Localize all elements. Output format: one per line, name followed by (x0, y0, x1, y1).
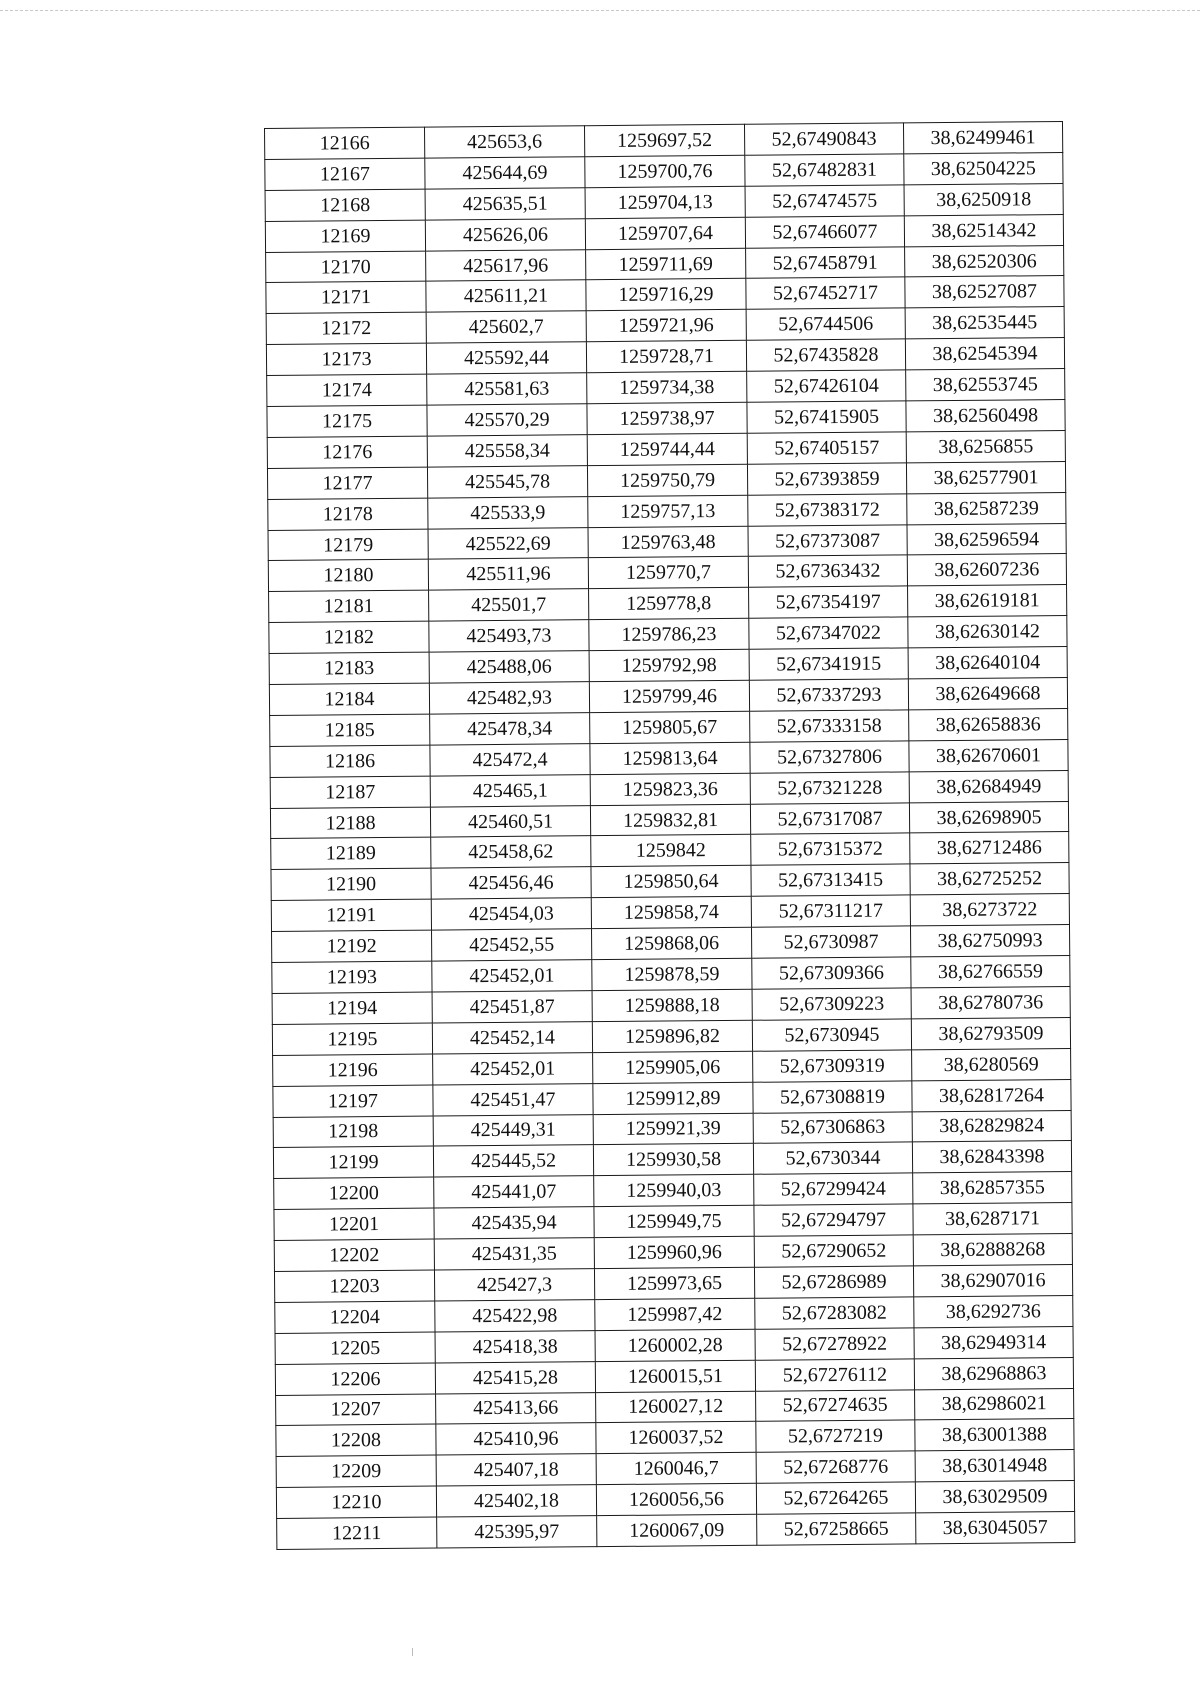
latitude-cell: 52,67313415 (751, 864, 910, 896)
x-coordinate-cell: 425431,35 (434, 1238, 594, 1270)
point-number-cell: 12195 (272, 1023, 432, 1055)
latitude-cell: 52,67274635 (756, 1389, 915, 1421)
scan-mark (412, 1648, 413, 1656)
longitude-cell: 38,62684949 (909, 770, 1068, 802)
y-coordinate-cell: 1259921,39 (593, 1113, 753, 1145)
longitude-cell: 38,63029509 (915, 1481, 1074, 1513)
y-coordinate-cell: 1259792,98 (589, 649, 749, 681)
x-coordinate-cell: 425418,38 (435, 1330, 595, 1362)
x-coordinate-cell: 425422,98 (435, 1300, 595, 1332)
latitude-cell: 52,67308819 (753, 1080, 912, 1112)
x-coordinate-cell: 425465,1 (430, 774, 590, 806)
longitude-cell: 38,62514342 (904, 214, 1063, 246)
latitude-cell: 52,67276112 (755, 1358, 914, 1390)
y-coordinate-cell: 1259960,96 (594, 1236, 754, 1268)
y-coordinate-cell: 1259940,03 (594, 1175, 754, 1207)
y-coordinate-cell: 1259832,81 (590, 804, 750, 836)
y-coordinate-cell: 1260056,56 (596, 1483, 756, 1515)
latitude-cell: 52,67482831 (745, 154, 904, 186)
longitude-cell: 38,62750993 (910, 925, 1069, 957)
latitude-cell: 52,67290652 (754, 1235, 913, 1267)
y-coordinate-cell: 1259697,52 (584, 124, 744, 156)
y-coordinate-cell: 1259799,46 (589, 680, 749, 712)
y-coordinate-cell: 1260067,09 (597, 1514, 757, 1546)
longitude-cell: 38,62527087 (905, 276, 1064, 308)
point-number-cell: 12200 (274, 1177, 434, 1209)
longitude-cell: 38,63001388 (915, 1419, 1074, 1451)
x-coordinate-cell: 425454,03 (431, 898, 591, 930)
y-coordinate-cell: 1259704,13 (585, 186, 745, 218)
point-number-cell: 12175 (267, 405, 427, 437)
point-number-cell: 12189 (271, 838, 431, 870)
longitude-cell: 38,62780736 (911, 986, 1070, 1018)
point-number-cell: 12170 (266, 251, 426, 283)
longitude-cell: 38,62949314 (914, 1326, 1073, 1358)
longitude-cell: 38,6256855 (906, 430, 1065, 462)
table-row (277, 1512, 1075, 1550)
point-number-cell: 12204 (275, 1301, 435, 1333)
y-coordinate-cell: 1259721,96 (586, 310, 746, 342)
point-number-cell: 12192 (272, 930, 432, 962)
point-number-cell: 12182 (269, 621, 429, 653)
x-coordinate-cell: 425452,55 (432, 929, 592, 961)
longitude-cell: 38,62986021 (915, 1388, 1074, 1420)
point-number-cell: 12172 (266, 312, 426, 344)
longitude-cell: 38,62829824 (912, 1110, 1071, 1142)
y-coordinate-cell: 1259738,97 (587, 402, 747, 434)
latitude-cell: 52,67309366 (752, 957, 911, 989)
latitude-cell: 52,67363432 (748, 555, 907, 587)
y-coordinate-cell: 1259716,29 (586, 279, 746, 311)
longitude-cell: 38,62630142 (908, 616, 1067, 648)
y-coordinate-cell: 1259850,64 (591, 866, 751, 898)
longitude-cell: 38,62504225 (904, 152, 1063, 184)
y-coordinate-cell: 1259770,7 (588, 557, 748, 589)
x-coordinate-cell: 425602,7 (426, 311, 586, 343)
longitude-cell: 38,62888268 (913, 1234, 1072, 1266)
y-coordinate-cell: 1260046,7 (596, 1453, 756, 1485)
longitude-cell: 38,62596594 (907, 523, 1066, 555)
x-coordinate-cell: 425395,97 (437, 1516, 597, 1548)
x-coordinate-cell: 425451,47 (433, 1083, 593, 1115)
point-number-cell: 12190 (271, 868, 431, 900)
y-coordinate-cell: 1259763,48 (588, 526, 748, 558)
point-number-cell: 12187 (270, 776, 430, 808)
latitude-cell: 52,67452717 (746, 277, 905, 309)
y-coordinate-cell: 1259987,42 (595, 1298, 755, 1330)
x-coordinate-cell: 425407,18 (436, 1454, 596, 1486)
longitude-cell: 38,6250918 (904, 183, 1063, 215)
point-number-cell: 12180 (268, 560, 428, 592)
x-coordinate-cell: 425451,87 (432, 991, 592, 1023)
x-coordinate-cell: 425402,18 (436, 1485, 596, 1517)
y-coordinate-cell: 1260027,12 (596, 1391, 756, 1423)
longitude-cell: 38,62907016 (913, 1264, 1072, 1296)
y-coordinate-cell: 1259711,69 (586, 248, 746, 280)
x-coordinate-cell: 425570,29 (427, 404, 587, 436)
y-coordinate-cell: 1260002,28 (595, 1329, 755, 1361)
longitude-cell: 38,62670601 (909, 739, 1068, 771)
y-coordinate-cell: 1259878,59 (592, 958, 752, 990)
latitude-cell: 52,67405157 (747, 432, 906, 464)
point-number-cell: 12193 (272, 961, 432, 993)
y-coordinate-cell: 1259930,58 (593, 1144, 753, 1176)
latitude-cell: 52,67474575 (745, 185, 904, 217)
latitude-cell: 52,67466077 (745, 216, 904, 248)
longitude-cell: 38,62535445 (905, 307, 1064, 339)
longitude-cell: 38,62499461 (903, 122, 1062, 154)
longitude-cell: 38,62520306 (905, 245, 1064, 277)
x-coordinate-cell: 425456,46 (431, 867, 591, 899)
x-coordinate-cell: 425449,31 (433, 1114, 593, 1146)
x-coordinate-cell: 425458,62 (431, 836, 591, 868)
y-coordinate-cell: 1259949,75 (594, 1205, 754, 1237)
y-coordinate-cell: 1259912,89 (593, 1082, 753, 1114)
y-coordinate-cell: 1259778,8 (589, 588, 749, 620)
point-number-cell: 12199 (273, 1146, 433, 1178)
point-number-cell: 12209 (276, 1455, 436, 1487)
latitude-cell: 52,67306863 (753, 1111, 912, 1143)
y-coordinate-cell: 1259973,65 (594, 1267, 754, 1299)
point-number-cell: 12203 (274, 1270, 434, 1302)
longitude-cell: 38,62607236 (907, 554, 1066, 586)
x-coordinate-cell: 425435,94 (434, 1207, 594, 1239)
x-coordinate-cell: 425410,96 (436, 1423, 596, 1455)
x-coordinate-cell: 425488,06 (429, 651, 589, 683)
point-number-cell: 12176 (267, 436, 427, 468)
latitude-cell: 52,67258665 (757, 1513, 916, 1545)
latitude-cell: 52,67341915 (749, 648, 908, 680)
point-number-cell: 12181 (269, 590, 429, 622)
longitude-cell: 38,6287171 (913, 1203, 1072, 1235)
point-number-cell: 12206 (275, 1363, 435, 1395)
latitude-cell: 52,67278922 (755, 1328, 914, 1360)
point-number-cell: 12208 (276, 1424, 436, 1456)
coordinates-table (264, 121, 1075, 1550)
x-coordinate-cell: 425493,73 (429, 620, 589, 652)
latitude-cell: 52,67264265 (756, 1482, 915, 1514)
x-coordinate-cell: 425482,93 (429, 682, 589, 714)
latitude-cell: 52,67309223 (752, 988, 911, 1020)
coordinates-table-body (265, 122, 1075, 1550)
point-number-cell: 12191 (271, 899, 431, 931)
longitude-cell: 38,6280569 (912, 1048, 1071, 1080)
x-coordinate-cell: 425611,21 (426, 280, 586, 312)
longitude-cell: 38,62698905 (909, 801, 1068, 833)
latitude-cell: 52,67393859 (747, 463, 906, 495)
point-number-cell: 12179 (268, 529, 428, 561)
latitude-cell: 52,67490843 (744, 123, 903, 155)
y-coordinate-cell: 1259750,79 (587, 464, 747, 496)
latitude-cell: 52,6744506 (746, 308, 905, 340)
x-coordinate-cell: 425533,9 (428, 496, 588, 528)
x-coordinate-cell: 425545,78 (427, 465, 587, 497)
latitude-cell: 52,67294797 (754, 1204, 913, 1236)
latitude-cell: 52,6730344 (753, 1142, 912, 1174)
point-number-cell: 12202 (274, 1239, 434, 1271)
latitude-cell: 52,67383172 (748, 494, 907, 526)
x-coordinate-cell: 425452,01 (433, 1052, 593, 1084)
point-number-cell: 12211 (277, 1517, 437, 1549)
point-number-cell: 12198 (273, 1116, 433, 1148)
longitude-cell: 38,62793509 (911, 1017, 1070, 1049)
y-coordinate-cell: 1259707,64 (585, 217, 745, 249)
point-number-cell: 12207 (276, 1394, 436, 1426)
latitude-cell: 52,67458791 (746, 246, 905, 278)
latitude-cell: 52,67426104 (747, 370, 906, 402)
point-number-cell: 12196 (273, 1054, 433, 1086)
point-number-cell: 12171 (266, 282, 426, 314)
longitude-cell: 38,62545394 (905, 338, 1064, 370)
point-number-cell: 12173 (266, 343, 426, 375)
point-number-cell: 12177 (267, 467, 427, 499)
y-coordinate-cell: 1259868,06 (592, 927, 752, 959)
longitude-cell: 38,62587239 (907, 492, 1066, 524)
x-coordinate-cell: 425441,07 (434, 1176, 594, 1208)
point-number-cell: 12184 (269, 683, 429, 715)
longitude-cell: 38,62968863 (914, 1357, 1073, 1389)
latitude-cell: 52,6730945 (752, 1019, 911, 1051)
y-coordinate-cell: 1259786,23 (589, 619, 749, 651)
latitude-cell: 52,67333158 (750, 710, 909, 742)
x-coordinate-cell: 425478,34 (430, 713, 590, 745)
x-coordinate-cell: 425452,01 (432, 960, 592, 992)
x-coordinate-cell: 425452,14 (432, 1021, 592, 1053)
document-page (264, 121, 1075, 1550)
longitude-cell: 38,62649668 (908, 678, 1067, 710)
y-coordinate-cell: 1259858,74 (591, 897, 751, 929)
y-coordinate-cell: 1259700,76 (585, 155, 745, 187)
longitude-cell: 38,62712486 (910, 832, 1069, 864)
x-coordinate-cell: 425626,06 (425, 218, 585, 250)
latitude-cell: 52,67315372 (751, 833, 910, 865)
x-coordinate-cell: 425653,6 (424, 126, 584, 158)
x-coordinate-cell: 425472,4 (430, 743, 590, 775)
latitude-cell: 52,67283082 (755, 1297, 914, 1329)
y-coordinate-cell: 1259734,38 (587, 371, 747, 403)
latitude-cell: 52,67373087 (748, 524, 907, 556)
longitude-cell: 38,62725252 (910, 863, 1069, 895)
point-number-cell: 12168 (265, 189, 425, 221)
longitude-cell: 38,63045057 (916, 1512, 1075, 1544)
point-number-cell: 12201 (274, 1208, 434, 1240)
x-coordinate-cell: 425635,51 (425, 187, 585, 219)
point-number-cell: 12185 (270, 714, 430, 746)
y-coordinate-cell: 1259896,82 (592, 1020, 752, 1052)
y-coordinate-cell: 1260015,51 (595, 1360, 755, 1392)
latitude-cell: 52,67327806 (750, 741, 909, 773)
x-coordinate-cell: 425511,96 (428, 558, 588, 590)
latitude-cell: 52,6727219 (756, 1420, 915, 1452)
x-coordinate-cell: 425522,69 (428, 527, 588, 559)
latitude-cell: 52,67354197 (749, 586, 908, 618)
y-coordinate-cell: 1259728,71 (586, 341, 746, 373)
longitude-cell: 38,62577901 (906, 461, 1065, 493)
x-coordinate-cell: 425413,66 (436, 1392, 596, 1424)
y-coordinate-cell: 1259905,06 (593, 1051, 753, 1083)
latitude-cell: 52,67317087 (750, 802, 909, 834)
x-coordinate-cell: 425427,3 (434, 1269, 594, 1301)
longitude-cell: 38,62640104 (908, 647, 1067, 679)
longitude-cell: 38,6292736 (914, 1295, 1073, 1327)
latitude-cell: 52,67286989 (754, 1266, 913, 1298)
x-coordinate-cell: 425592,44 (426, 342, 586, 374)
y-coordinate-cell: 1259823,36 (590, 773, 750, 805)
longitude-cell: 38,63014948 (915, 1450, 1074, 1482)
longitude-cell: 38,62658836 (909, 708, 1068, 740)
y-coordinate-cell: 1259888,18 (592, 989, 752, 1021)
x-coordinate-cell: 425501,7 (429, 589, 589, 621)
longitude-cell: 38,6273722 (910, 894, 1069, 926)
y-coordinate-cell: 1259813,64 (590, 742, 750, 774)
point-number-cell: 12188 (270, 807, 430, 839)
longitude-cell: 38,62553745 (906, 369, 1065, 401)
point-number-cell: 12169 (265, 220, 425, 252)
longitude-cell: 38,62619181 (908, 585, 1067, 617)
point-number-cell: 12166 (265, 127, 425, 159)
latitude-cell: 52,67299424 (754, 1173, 913, 1205)
point-number-cell: 12178 (268, 498, 428, 530)
latitude-cell: 52,67309319 (753, 1050, 912, 1082)
longitude-cell: 38,62817264 (912, 1079, 1071, 1111)
longitude-cell: 38,62560498 (906, 400, 1065, 432)
point-number-cell: 12205 (275, 1332, 435, 1364)
longitude-cell: 38,62843398 (912, 1141, 1071, 1173)
longitude-cell: 38,62766559 (911, 956, 1070, 988)
latitude-cell: 52,67268776 (756, 1451, 915, 1483)
latitude-cell: 52,6730987 (751, 926, 910, 958)
y-coordinate-cell: 1259757,13 (588, 495, 748, 527)
x-coordinate-cell: 425445,52 (433, 1145, 593, 1177)
latitude-cell: 52,67435828 (746, 339, 905, 371)
point-number-cell: 12186 (270, 745, 430, 777)
y-coordinate-cell: 1260037,52 (596, 1422, 756, 1454)
y-coordinate-cell: 1259842 (591, 835, 751, 867)
longitude-cell: 38,62857355 (913, 1172, 1072, 1204)
latitude-cell: 52,67337293 (749, 679, 908, 711)
scan-edge-line (0, 10, 1200, 11)
latitude-cell: 52,67347022 (749, 617, 908, 649)
y-coordinate-cell: 1259805,67 (590, 711, 750, 743)
x-coordinate-cell: 425617,96 (426, 249, 586, 281)
x-coordinate-cell: 425558,34 (427, 435, 587, 467)
x-coordinate-cell: 425415,28 (435, 1361, 595, 1393)
x-coordinate-cell: 425644,69 (425, 157, 585, 189)
x-coordinate-cell: 425581,63 (427, 373, 587, 405)
point-number-cell: 12197 (273, 1085, 433, 1117)
point-number-cell: 12210 (276, 1486, 436, 1518)
latitude-cell: 52,67321228 (750, 772, 909, 804)
point-number-cell: 12167 (265, 158, 425, 190)
latitude-cell: 52,67311217 (751, 895, 910, 927)
point-number-cell: 12194 (272, 992, 432, 1024)
y-coordinate-cell: 1259744,44 (587, 433, 747, 465)
point-number-cell: 12183 (269, 652, 429, 684)
x-coordinate-cell: 425460,51 (430, 805, 590, 837)
latitude-cell: 52,67415905 (747, 401, 906, 433)
point-number-cell: 12174 (267, 374, 427, 406)
